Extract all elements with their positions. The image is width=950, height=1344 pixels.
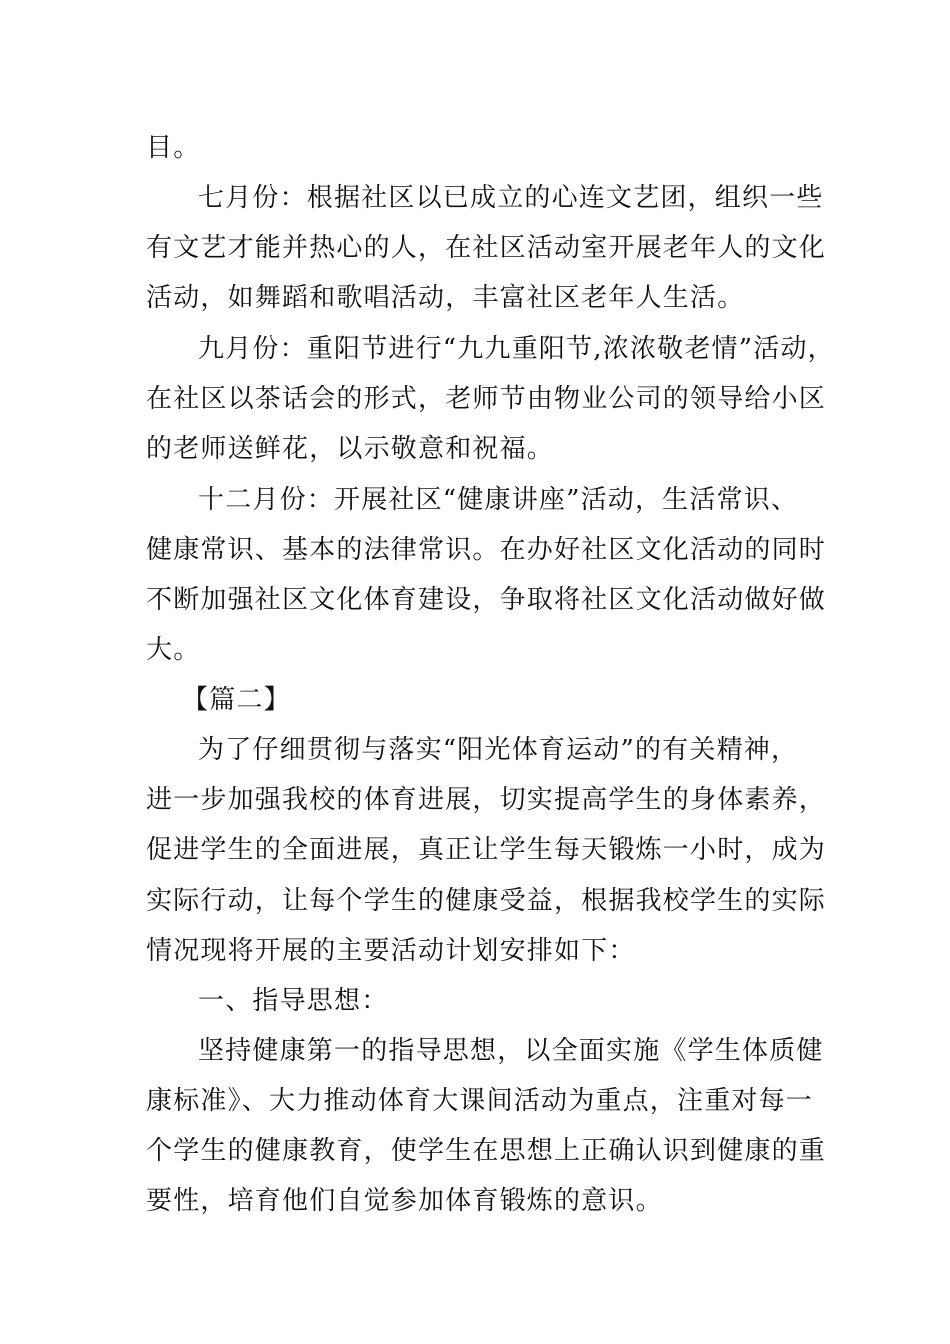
subheading-guiding-thought: 一、指导思想： [198, 986, 389, 1016]
paragraph-intro: 为了仔细贯彻与落实“阳光体育运动”的有关精神， [198, 735, 799, 765]
text-line: 不断加强社区文化体育建设，争取将社区文化活动做好做 [146, 585, 827, 615]
text-line: 大。 [146, 635, 201, 665]
text-line: 的老师送鲜花，以示敬意和祝福。 [146, 434, 555, 464]
text-line: 个学生的健康教育，使学生在思想上正确认识到健康的重 [146, 1136, 827, 1166]
paragraph-september: 九月份：重阳节进行“九九重阳节,浓浓敬老情”活动， [198, 334, 835, 364]
paragraph-guiding-thought: 坚持健康第一的指导思想，以全面实施《学生体质健 [198, 1036, 824, 1066]
text-line: 在社区以茶话会的形式，老师节由物业公司的领导给小区 [146, 384, 827, 414]
text-line: 目。 [146, 133, 201, 163]
section-heading: 【篇二】 [182, 685, 291, 715]
text-line: 促进学生的全面进展，真正让学生每天锻炼一小时，成为 [146, 835, 827, 865]
text-line: 康标准》、大力推动体育大课间活动为重点，注重对每一 [146, 1086, 814, 1116]
text-line: 要性，培育他们自觉参加体育锻炼的意识。 [146, 1186, 663, 1216]
text-line: 健康常识、基本的法律常识。在办好社区文化活动的同时 [146, 535, 827, 565]
text-line: 有文艺才能并热心的人，在社区活动室开展老年人的文化 [146, 233, 827, 263]
text-line: 活动，如舞蹈和歌唱活动，丰富社区老年人生活。 [146, 283, 745, 313]
paragraph-july: 七月份：根据社区以已成立的心连文艺团，组织一些 [198, 183, 824, 213]
text-line: 进一步加强我校的体育进展，切实提高学生的身体素养， [146, 785, 827, 815]
text-line: 情况现将开展的主要活动计划安排如下： [146, 936, 636, 966]
paragraph-december: 十二月份：开展社区“健康讲座”活动，生活常识、 [198, 485, 799, 515]
text-line: 实际行动，让每个学生的健康受益，根据我校学生的实际 [146, 886, 827, 916]
